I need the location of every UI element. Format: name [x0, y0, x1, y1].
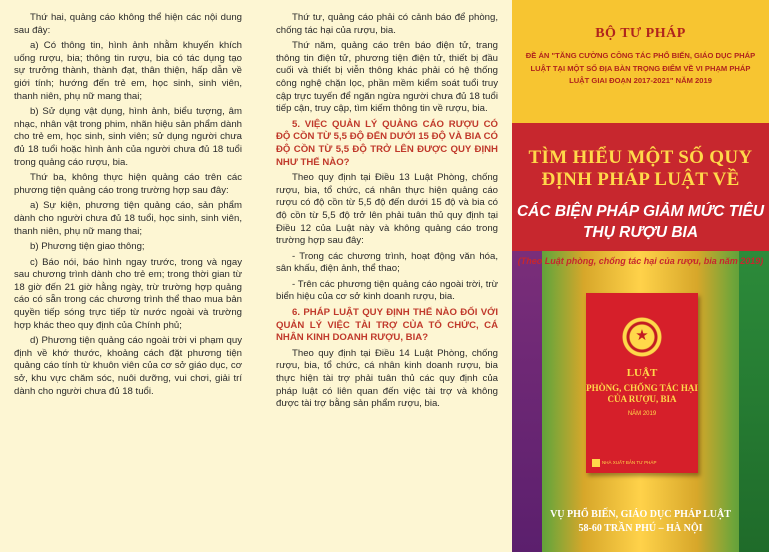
title-block	[512, 123, 769, 251]
paragraph: Theo quy định tại Điều 14 Luật Phòng, chống rượu, bia, tổ chức, cá nhân kinh doanh rượu, bia thực hiện tài trợ phải tuân thủ các quy định của pháp luật có liên quan đến việc tài trợ và không được tài trợ bằng sản phẩm rượu, bia.	[276, 347, 498, 410]
book-publisher	[592, 459, 656, 467]
paragraph: - Trong các chương trình, hoạt động văn hóa, sân khấu, điện ảnh, thể thao;	[276, 250, 498, 275]
paragraph: a) Sự kiện, phương tiện quảng cáo, sản phẩm dành cho người chưa đủ 18 tuổi, học sinh, sinh viên, thanh niên, phụ nữ mang thai;	[14, 200, 242, 237]
paragraph: Thứ tư, quảng cáo phải có cảnh báo để phòng, chống tác hại của rượu, bia.	[276, 12, 498, 36]
law-book-image	[586, 293, 698, 473]
green-band	[739, 251, 769, 552]
book-year: NĂM 2019	[627, 411, 657, 417]
organization-name: BỘ TƯ PHÁP	[595, 26, 686, 41]
purple-band	[512, 251, 542, 552]
publisher-name: NHÀ XUẤT BẢN TƯ PHÁP	[602, 460, 657, 466]
paragraph: - Trên các phương tiện quảng cáo ngoài trời, trừ biển hiệu của cơ sở kinh doanh rượu, bia.	[276, 278, 498, 303]
book-title: PHÒNG, CHỐNG TÁC HẠI CỦA RƯỢU, BIA	[586, 383, 698, 404]
paragraph: Thứ hai, quảng cáo không thể hiện các nội dung sau đây:	[14, 12, 242, 36]
leaflet-cover	[512, 0, 769, 552]
cover-header	[512, 0, 769, 123]
address: 58-60 TRẦN PHÚ – HÀ NỘI	[578, 523, 703, 534]
left-column	[0, 0, 258, 552]
paragraph: d) Phương tiện quảng cáo ngoài trời vi phạm quy định về khớ thước, khoảng cách đặt phương tiện quảng cáo tính từ khuôn viên của cơ sở giáo dục, cơ sở, khu vực chăm sóc, nuôi dưỡng, vui chơi, giải trí dành cho người chưa đủ 18 tuổi.	[14, 335, 242, 397]
department-name: VỤ PHỔ BIẾN, GIÁO DỤC PHÁP LUẬT	[550, 509, 731, 520]
paragraph: b) Phương tiện giao thông;	[30, 241, 145, 253]
main-title: TÌM HIỂU MỘT SỐ QUY ĐỊNH PHÁP LUẬT VỀ	[528, 147, 753, 190]
publisher-logo-icon	[592, 459, 600, 467]
section-heading: 6. PHÁP LUẬT QUY ĐỊNH THẾ NÀO ĐỐI VỚI QUẢN LÝ VIỆC TÀI TRỢ CỦA TỔ CHỨC, CÁ NHÂN KINH DOANH RƯỢU, BIA?	[276, 307, 498, 344]
paragraph: Theo quy định tại Điều 13 Luật Phòng, chống rượu, bia, tổ chức, cá nhân thực hiện quảng cáo rượu có độ cồn từ 5,5 độ đến dưới 15 độ và bia có độ cồn từ 5,5 độ trở lên phải tuân thủ quy định tại Điều 12 của Luật này và không quảng cáo trong trường hợp sau đây:	[276, 172, 498, 247]
national-emblem-icon	[622, 317, 662, 357]
section-heading: 5. VIỆC QUẢN LÝ QUẢNG CÁO RƯỢU CÓ ĐỘ CỒN TỪ 5,5 ĐỘ ĐẾN DƯỚI 15 ĐỘ VÀ BIA CÓ ĐỘ CỒN TỪ 5,5 ĐỘ TRỞ LÊN ĐƯỢC QUY ĐỊNH NHƯ THẾ NÀO?	[276, 118, 498, 168]
main-title-topic: CÁC BIỆN PHÁP GIẢM MỨC TIÊU THỤ RƯỢU BIA	[516, 203, 765, 241]
paragraph: Thứ năm, quảng cáo trên báo điện tử, trang thông tin điện tử, phương tiện điện tử, thiết bị đầu cuối và thiết bị viễn thông khác phải có hệ thống công nghệ chặn lọc, phần mềm kiểm soát tuổi truy cập trực tuyến để ngăn ngừa người chưa đủ 18 tuổi tiếp cận, truy cập, tìm kiếm thông tin về rượu, bia.	[276, 40, 498, 115]
cover-subtitle: (Theo Luật phòng, chống tác hại của rượu, bia năm 2019)	[517, 256, 764, 266]
cover-footer	[512, 508, 769, 536]
middle-column	[262, 0, 512, 552]
project-title: ĐỀ ÁN "TĂNG CƯỜNG CÔNG TÁC PHỔ BIẾN, GIÁO DỤC PHÁP LUẬT TẠI MỘT SỐ ĐỊA BÀN TRỌNG ĐIỂM VỀ VI PHẠM PHÁP LUẬT GIAI ĐOẠN 2017-2021" NĂM 2019	[525, 51, 756, 85]
paragraph: Thứ ba, không thực hiện quảng cáo trên các phương tiện quảng cáo trong trường hợp sau đây:	[14, 172, 242, 196]
paragraph: a) Có thông tin, hình ảnh nhằm khuyến khích uống rượu, bia; thông tin rượu, bia có tác dụng tạo sự trưởng thành, thành đạt, thân thiện, hấp dẫn về giới tính; hướng đến trẻ em, học sinh, sinh viên, thanh niên, phụ nữ mang thai;	[14, 40, 242, 102]
paragraph: b) Sử dụng vật dụng, hình ảnh, biểu tượng, âm nhạc, nhân vật trong phim, nhãn hiệu sản phẩm dành cho trẻ em, học sinh, sinh viên; sử dụng người chưa đủ 18 tuổi hoặc hình ảnh của người chưa đủ 18 tuổi trong quảng cáo rượu, bia.	[14, 106, 242, 168]
paragraph: c) Báo nói, báo hình ngay trước, trong và ngay sau chương trình dành cho trẻ em; trong thời gian từ 18 giờ đến 21 giờ hằng ngày, trừ trường hợp quảng cáo có sẵn trong các chương trình thể thao mua bản quyền tiếp sóng trực tiếp từ nước ngoài và trường hợp khác theo quy định của Chính phủ;	[14, 256, 242, 331]
book-luat-label: LUẬT	[626, 367, 658, 379]
